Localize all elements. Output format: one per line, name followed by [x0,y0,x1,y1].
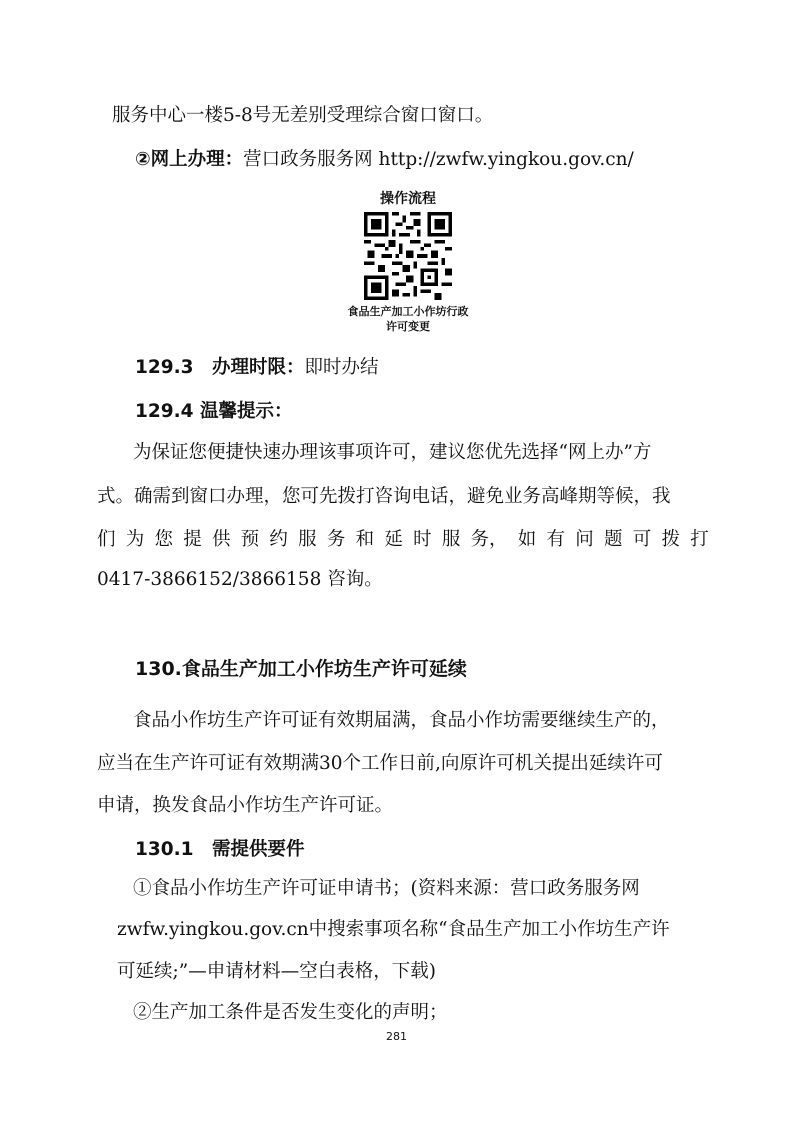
tip-line-3-char: 务， [470,529,508,550]
online-text: 营口政务服务网 http://zwfw.yingkou.gov.cn/ [243,149,634,170]
tip-line-3-char: 如 [517,529,537,550]
section-129-3-text: 即时办结 [304,357,379,378]
online-label: ②网上办理： [135,149,244,170]
qr-code-image [364,212,452,300]
tip-line-3-char: 供 [211,529,231,550]
tip-line-3-char: 们 [97,529,116,550]
tip-line-3-char: 有 [546,529,566,550]
section-129-3-label: 129.3 办理时限： [135,357,305,378]
tip-line-3-char: 服 [298,529,317,550]
section-130-heading: 130.食品生产加工小作坊生产许可延续 [135,658,467,680]
tip-line-3-char: 服 [441,529,461,550]
section-130-1-heading: 130.1 需提供要件 [135,839,305,860]
req1-line-1: ①食品小作坊生产许可证申请书；(资料来源：营口政务服务网 [133,878,640,899]
req2-line: ②生产加工条件是否发生变化的声明； [133,1002,448,1023]
tip-line-4: 0417-3866152/3866158 咨询。 [97,569,383,590]
tip-line-3-char: 和 [355,529,375,550]
page-number: 281 [386,1030,407,1043]
tip-line-3 [97,528,709,552]
online-line [135,148,634,172]
tip-line-3-char: 拨 [661,529,680,550]
qr-caption-line1: 食品生产加工小作坊行政 [347,305,469,318]
qr-caption-line2: 许可变更 [386,320,430,333]
tip-line-3-char: 预 [240,529,260,550]
section-129-3 [135,356,379,380]
tip-line-3-char: 题 [603,529,623,550]
qr-block [338,190,478,334]
intro-line: 服务中心一楼5-8号无差别受理综合窗口窗口。 [112,105,494,126]
tip-line-3-char: 可 [632,529,652,550]
tip-line-1: 为保证您便捷快速办理该事项许可，建议您优先选择“网上办”方 [133,442,652,463]
s130-para-line-3: 申请，换发食品小作坊生产许可证。 [97,795,394,816]
req1-line-3: 可延续;”—申请材料—空白表格，下载) [117,961,436,982]
req1-line-2: zwfw.yingkou.gov.cn中搜索事项名称“食品生产加工小作坊生产许 [117,919,670,940]
s130-para-line-2: 应当在生产许可证有效期满30个工作日前,向原许可机关提出延续许可 [97,753,663,774]
section-129-4-heading: 129.4 温馨提示： [135,401,293,422]
tip-line-2: 式。确需到窗口办理，您可先拨打咨询电话，避免业务高峰期等候，我 [97,486,671,507]
tip-line-3-char: 您 [154,529,173,550]
tip-line-3-char: 约 [269,529,288,550]
tip-line-3-char: 延 [384,529,403,550]
tip-line-3-char: 提 [183,529,202,550]
qr-title: 操作流程 [380,191,436,207]
tip-line-3-char: 打 [690,529,709,550]
tip-line-3-char: 为 [125,529,145,550]
tip-line-3-char: 时 [413,529,432,550]
tip-line-3-char: 务 [326,529,346,550]
tip-line-3-char: 问 [575,529,594,550]
s130-para-line-1: 食品小作坊生产许可证有效期届满，食品小作坊需要继续生产的， [133,710,670,731]
